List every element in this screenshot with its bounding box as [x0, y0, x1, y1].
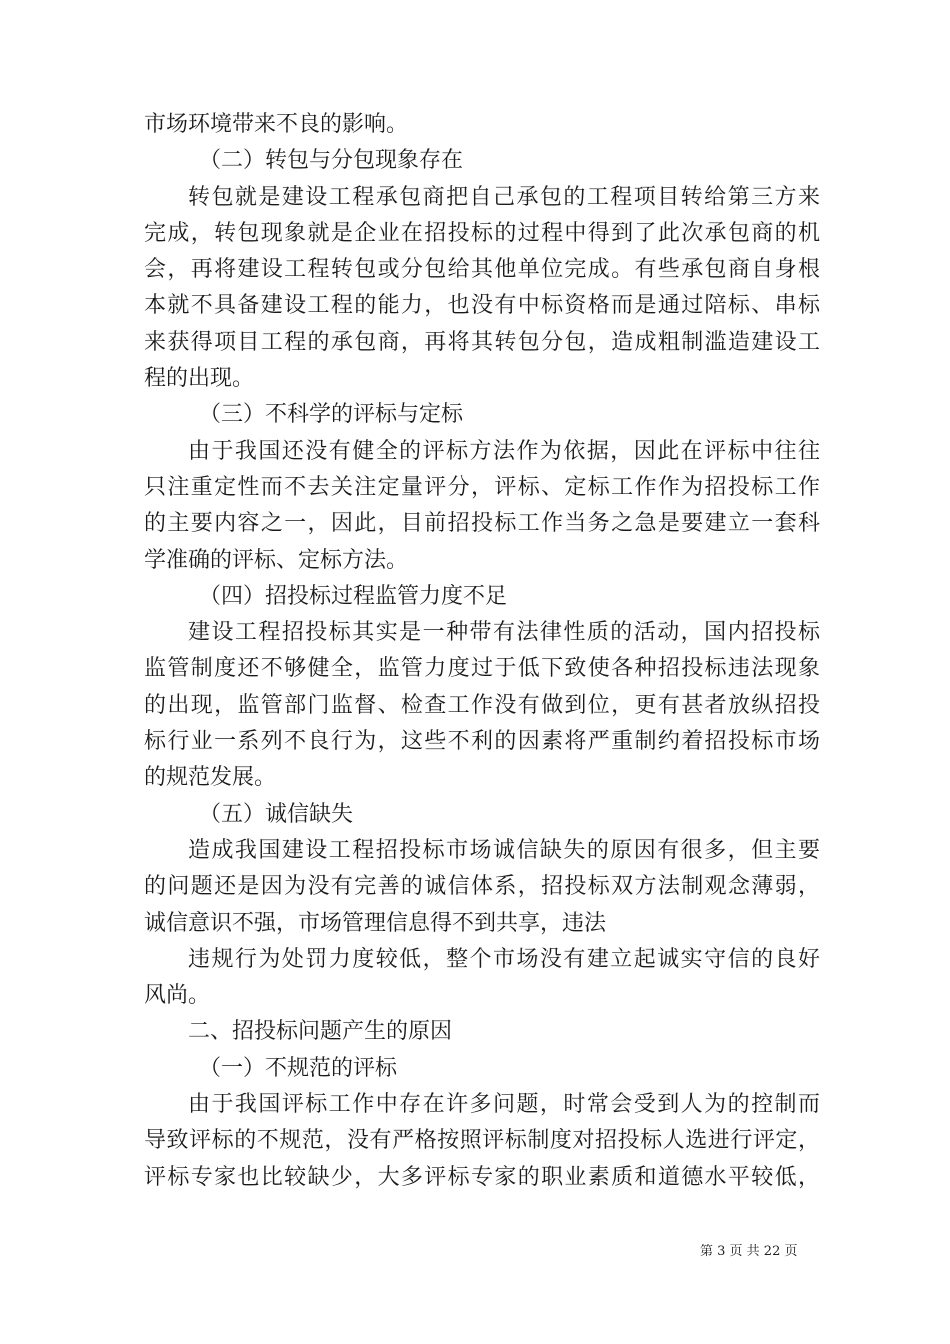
text-line: 市场环境带来不良的影响。 — [144, 112, 409, 137]
text-line: 由于我国评标工作中存在许多问题，时常会受到人为的控制而 — [188, 1092, 820, 1118]
page-number-footer: 第 3 页 共 22 页 — [700, 1244, 798, 1259]
text-line: 造成我国建设工程招投标市场诚信缺失的原因有很多，但主要 — [188, 837, 820, 863]
text-line: 的问题还是因为没有完善的诚信体系，招投标双方法制观念薄弱， — [144, 874, 820, 900]
text-line: 评标专家也比较缺少，大多评标专家的职业素质和道德水平较低， — [144, 1164, 820, 1190]
text-line: 诚信意识不强，市场管理信息得不到共享，违法 — [144, 910, 607, 936]
section-heading: （一）不规范的评标 — [199, 1055, 398, 1081]
text-line: 的出现，监管部门监督、检查工作没有做到位，更有甚者放纵招投 — [144, 692, 820, 718]
text-line: 转包就是建设工程承包商把自己承包的工程项目转给第三方来 — [188, 184, 820, 210]
text-line: 由于我国还没有健全的评标方法作为依据，因此在评标中往往 — [188, 438, 820, 464]
text-line: 程的出现。 — [144, 366, 255, 392]
chapter-heading: 二、招投标问题产生的原因 — [188, 1019, 453, 1045]
section-heading: （三）不科学的评标与定标 — [199, 402, 464, 428]
text-line: 建设工程招投标其实是一种带有法律性质的活动，国内招投标 — [188, 620, 820, 646]
text-line: 的规范发展。 — [144, 765, 277, 791]
text-line: 标行业一系列不良行为，这些不利的因素将严重制约着招投标市场 — [144, 729, 820, 755]
text-line: 违规行为处罚力度较低，整个市场没有建立起诚实守信的良好 — [188, 946, 820, 972]
text-line: 的主要内容之一，因此，目前招投标工作当务之急是要建立一套科 — [144, 511, 820, 537]
document-body — [144, 107, 820, 1196]
text-line: 只注重定性而不去关注定量评分，评标、定标工作作为招投标工作 — [144, 474, 820, 500]
text-line: 监管制度还不够健全，监管力度过于低下致使各种招投标违法现象 — [144, 656, 820, 682]
section-heading: （四）招投标过程监管力度不足 — [199, 583, 508, 609]
text-line: 风尚。 — [144, 983, 211, 1009]
text-line: 会，再将建设工程转包或分包给其他单位完成。有些承包商自身根 — [144, 257, 820, 283]
text-line: 导致评标的不规范，没有严格按照评标制度对招投标人选进行评定， — [144, 1128, 820, 1154]
section-heading: （二）转包与分包现象存在 — [199, 148, 464, 174]
text-line: 本就不具备建设工程的能力，也没有中标资格而是通过陪标、串标 — [144, 293, 820, 319]
text-line: 完成，转包现象就是企业在招投标的过程中得到了此次承包商的机 — [144, 220, 820, 246]
text-line: 来获得项目工程的承包商，再将其转包分包，造成粗制滥造建设工 — [144, 329, 820, 355]
section-heading: （五）诚信缺失 — [199, 801, 354, 827]
text-line: 学准确的评标、定标方法。 — [144, 547, 409, 573]
